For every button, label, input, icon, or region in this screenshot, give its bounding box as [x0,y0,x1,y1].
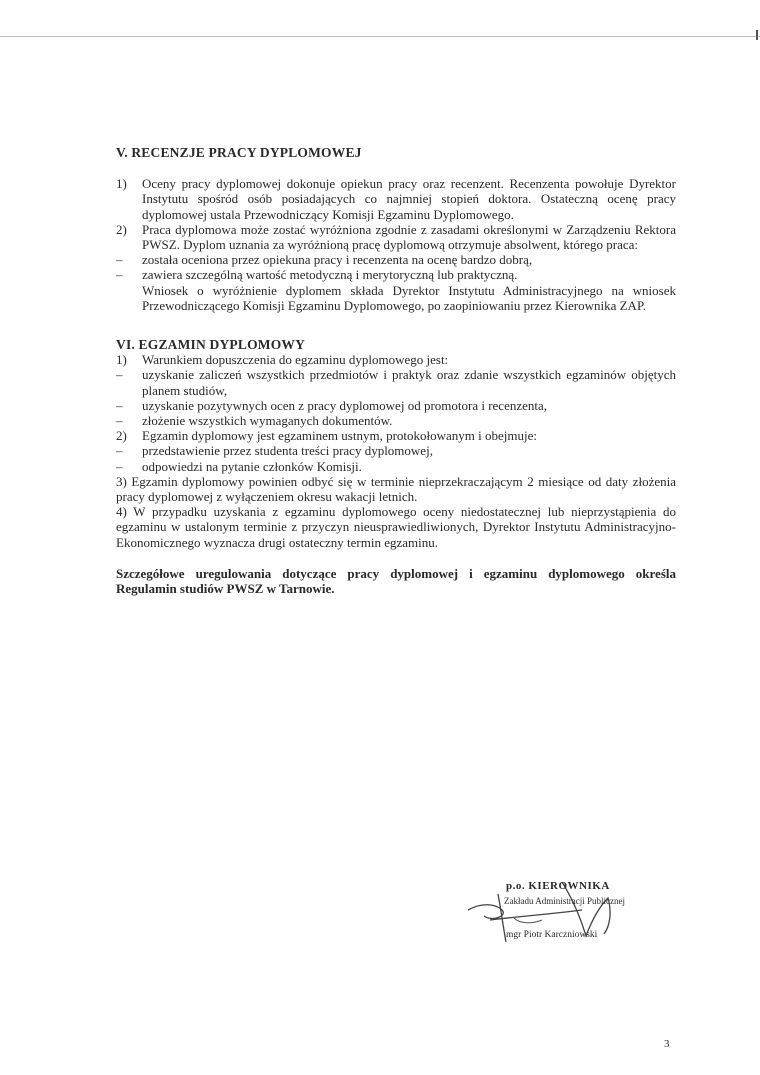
list-item-text: Warunkiem dopuszczenia do egzaminu dyplomowego jest: [142,352,449,368]
section-note [116,283,676,313]
section-heading: V. RECENZJE PRACY DYPLOMOWEJ [116,145,362,160]
section-exam [116,337,676,550]
stamp-unit: Zakładu Administracji Publicznej [504,896,625,906]
list-item [116,428,676,443]
list-marker: – [116,252,123,268]
list-item [116,367,676,397]
list-marker: – [116,367,123,383]
list-item [116,176,676,222]
signature-block [462,876,672,952]
stamp-title: p.o. KIEROWNIKA [506,880,610,892]
list-item [116,413,676,428]
list-marker: 1) [116,176,127,192]
page-number: 3 [664,1038,670,1050]
list-item [116,459,676,474]
list-item [116,252,676,267]
scan-top-line [0,36,760,37]
list-item-text: Oceny pracy dyplomowej dokonuje opiekun pracy oraz recenzent. Recenzenta powołuje Dyrektor Instytutu spośród osób posiadających co najmniej stopień doktora. Ostateczną ocenę pracy dyplomowej ustala Przewodniczący Komisji Egzaminu Dyplomowego. [142,176,676,222]
list-item [116,352,676,367]
list-item [116,443,676,458]
list-item-text: została oceniona przez opiekuna pracy i recenzenta na ocenę bardzo dobrą, [142,252,533,268]
list-marker: – [116,397,123,413]
list-marker: – [116,267,123,283]
list-marker: – [116,413,123,429]
list-item-text: Egzamin dyplomowy jest egzaminem ustnym, protokołowanym i obejmuje: [142,428,537,444]
scan-edge-mark [756,30,758,40]
list-item-text: Praca dyplomowa może zostać wyróżniona zgodnie z zasadami określonymi w Zarządzeniu Rektora PWSZ. Dyplom uznania za wyróżnioną pracę dyplomową otrzymuje absolwent, którego praca: [142,221,676,253]
list-item-text: uzyskanie pozytywnych ocen z pracy dyplomowej od promotora i recenzenta, [142,397,548,413]
list-item-text: złożenie wszystkich wymaganych dokumentów. [142,413,393,429]
note-text: Wniosek o wyróżnienie dyplomem składa Dyrektor Instytutu Administracyjnego na wniosek Przewodniczącego Komisji Egzaminu Dyplomowego, po zaopiniowaniu przez Kierownika ZAP. [142,282,676,313]
paragraph: 4) W przypadku uzyskania z egzaminu dyplomowego oceny niedostatecznej lub nieprzystąpienia do egzaminu w ustalonym terminie z przyczyn nieusprawiedliwionych, Dyrektor Instytutu Administracyjno-Ekonomicznego wyznacza drugi ostateczny termin egzaminu. [116,504,676,550]
section-heading: VI. EGZAMIN DYPLOMOWY [116,337,306,353]
list-marker: 1) [116,352,127,368]
list-marker: – [116,443,123,459]
list-item [116,267,676,282]
stamp-name: mgr Piotr Karczniowski [506,930,598,940]
list-item [116,398,676,413]
list-marker: 2) [116,221,127,237]
list-marker: – [116,458,123,474]
list-item-text: zawiera szczególną wartość metodyczną i merytoryczną lub praktyczną. [142,267,518,283]
list-item-text: przedstawienie przez studenta treści pracy dyplomowej, [142,443,433,459]
document-body [116,145,676,596]
list-marker: 2) [116,428,127,444]
section-reviews [116,145,676,313]
closing-statement: Szczegółowe uregulowania dotyczące pracy dyplomowej i egzaminu dyplomowego określa Regulamin studiów PWSZ w Tarnowie. [116,565,676,597]
list-item-text: uzyskanie zaliczeń wszystkich przedmiotów i praktyk oraz zdanie wszystkich egzaminów objętych planem studiów, [142,367,676,398]
list-item [116,222,676,252]
paragraph: 3) Egzamin dyplomowy powinien odbyć się w terminie nieprzekraczającym 2 miesiące od daty złożenia pracy dyplomowej z wyłączeniem okresu wakacji letnich. [116,473,676,505]
list-item-text: odpowiedzi na pytanie członków Komisji. [142,458,362,474]
